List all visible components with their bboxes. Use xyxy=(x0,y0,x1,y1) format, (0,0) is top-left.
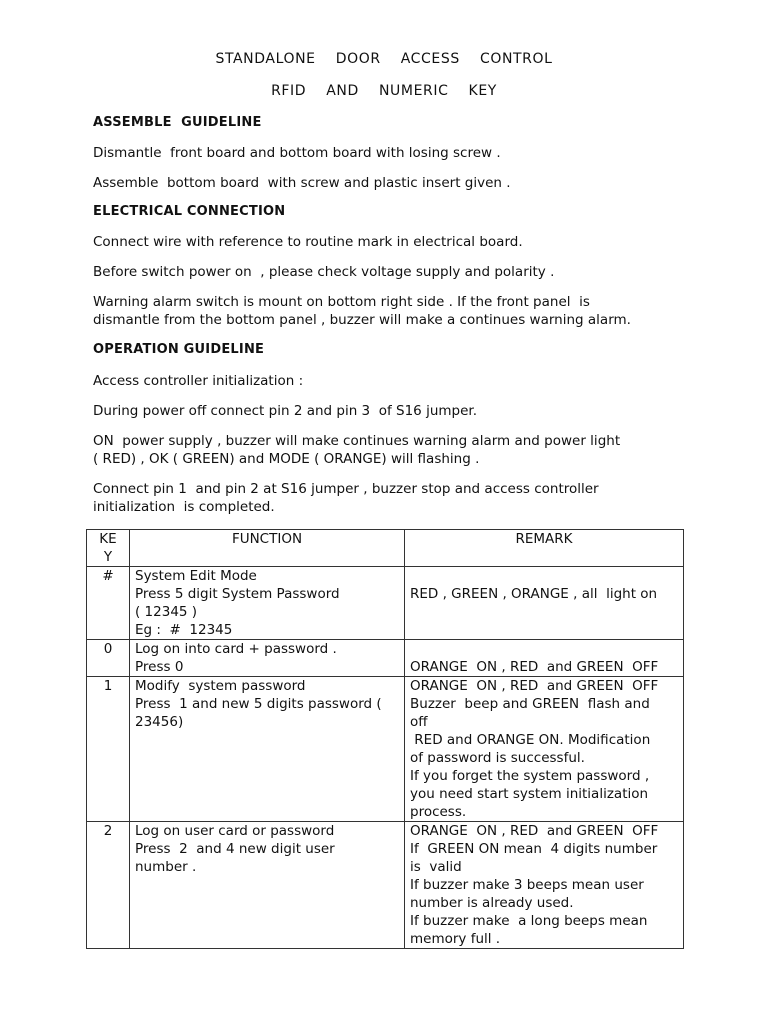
row-key-cell: # xyxy=(87,567,130,640)
row-function-cell: Log on user card or password Press 2 and 4 new digit user number . xyxy=(130,822,405,949)
table-row xyxy=(87,822,684,949)
assemble-paragraph-2: Assemble bottom board with screw and plastic insert given . xyxy=(93,175,511,191)
row-remark-cell: ORANGE ON , RED and GREEN OFF Buzzer beep and GREEN flash and off RED and ORANGE ON. Modification of password is successful. If you forget the system password , you need start system initialization process. xyxy=(405,677,684,822)
header-function: FUNCTION xyxy=(130,530,405,567)
electrical-paragraph-3: Warning alarm switch is mount on bottom right side . If the front panel is dismantle from the bottom panel , buzzer will make a continues warning alarm. xyxy=(93,294,631,328)
electrical-paragraph-1: Connect wire with reference to routine mark in electrical board. xyxy=(93,234,523,250)
document-title: STANDALONE DOOR ACCESS CONTROL xyxy=(215,51,553,67)
table-row xyxy=(87,640,684,677)
electrical-paragraph-2: Before switch power on , please check voltage supply and polarity . xyxy=(93,264,555,280)
row-remark-cell: RED , GREEN , ORANGE , all light on xyxy=(405,567,684,640)
table-row xyxy=(87,567,684,640)
row-remark-cell: ORANGE ON , RED and GREEN OFF If GREEN ON mean 4 digits number is valid If buzzer make 3 beeps mean user number is already used. If buzzer make a long beeps mean memory full . xyxy=(405,822,684,949)
operation-guideline-heading: OPERATION GUIDELINE xyxy=(93,342,265,357)
row-key-cell: 1 xyxy=(87,677,130,822)
header-key: KE Y xyxy=(87,530,130,567)
row-remark-cell: ORANGE ON , RED and GREEN OFF xyxy=(405,640,684,677)
operation-paragraph-3: ON power supply , buzzer will make continues warning alarm and power light ( RED) , OK ( GREEN) and MODE ( ORANGE) will flashing . xyxy=(93,433,621,467)
row-function-cell: Log on into card + password . Press 0 xyxy=(130,640,405,677)
electrical-connection-heading: ELECTRICAL CONNECTION xyxy=(93,204,286,219)
assemble-paragraph-1: Dismantle front board and bottom board with losing screw . xyxy=(93,145,501,161)
key-function-table xyxy=(86,529,684,949)
table-row xyxy=(87,677,684,822)
table-header-row xyxy=(87,530,684,567)
row-function-cell: System Edit Mode Press 5 digit System Password ( 12345 ) Eg : # 12345 xyxy=(130,567,405,640)
row-key-cell: 0 xyxy=(87,640,130,677)
row-function-cell: Modify system password Press 1 and new 5 digits password ( 23456) xyxy=(130,677,405,822)
document-subtitle: RFID AND NUMERIC KEY xyxy=(271,83,497,99)
operation-paragraph-2: During power off connect pin 2 and pin 3 of S16 jumper. xyxy=(93,403,477,419)
row-key-cell: 2 xyxy=(87,822,130,949)
assemble-guideline-heading: ASSEMBLE GUIDELINE xyxy=(93,115,262,130)
operation-paragraph-4: Connect pin 1 and pin 2 at S16 jumper , buzzer stop and access controller initialization is completed. xyxy=(93,481,599,515)
operation-paragraph-1: Access controller initialization : xyxy=(93,373,304,389)
header-remark: REMARK xyxy=(405,530,684,567)
